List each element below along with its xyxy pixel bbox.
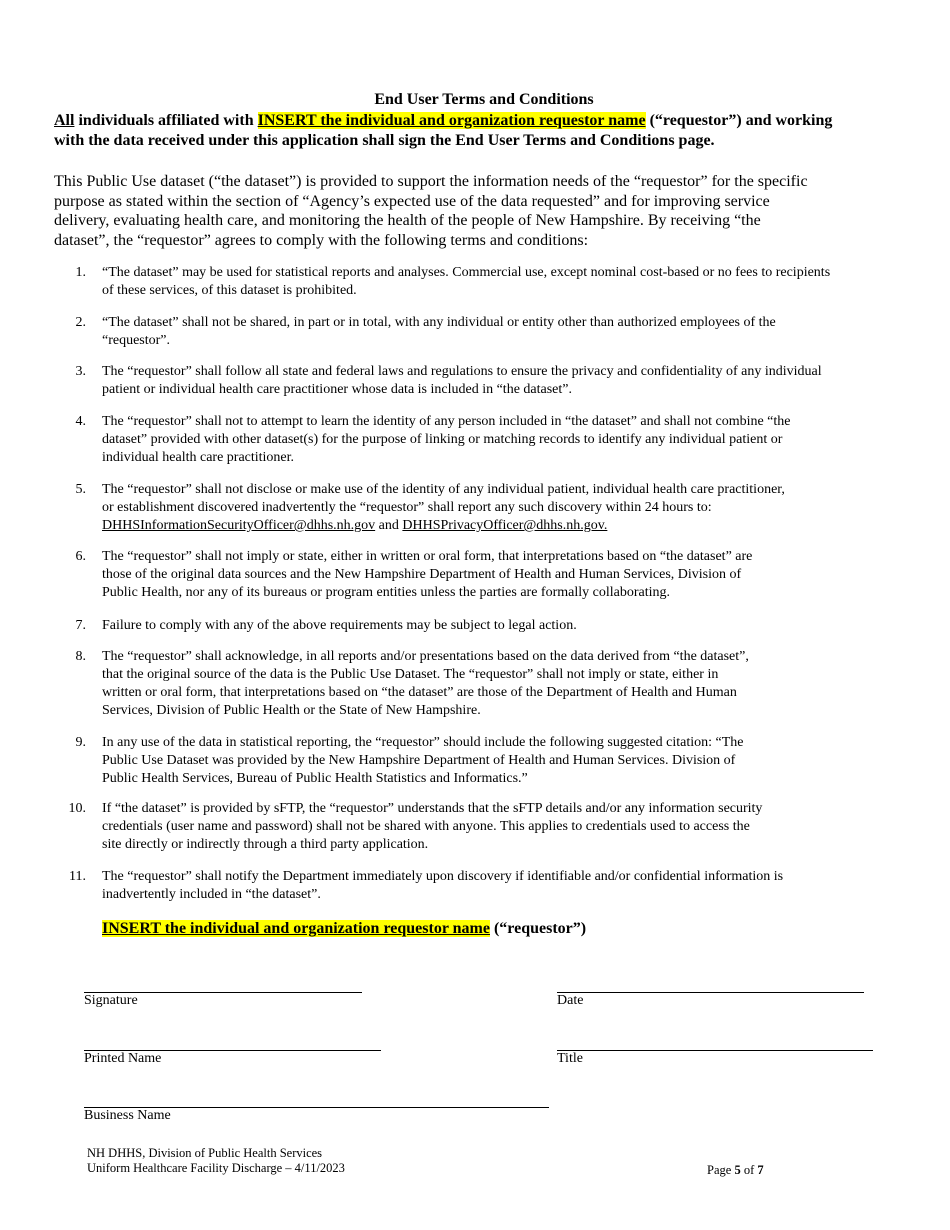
term-number: 1. <box>75 265 86 280</box>
title-line[interactable] <box>557 1050 873 1051</box>
term-number: 5. <box>75 482 86 497</box>
dataset-paragraph <box>54 172 884 250</box>
term-text: of these services, of this dataset is prohibited. <box>102 283 357 298</box>
page-of: of <box>740 1163 758 1177</box>
intro-all: All <box>54 112 75 129</box>
term-text: that the original source of the data is the Public Use Dataset. The “requestor” shall not imply or state, either in <box>102 667 719 682</box>
term-text: inadvertently included in “the dataset”. <box>102 887 321 902</box>
requestor-suffix: (“requestor”) <box>489 920 587 937</box>
requestor-name-placeholder[interactable]: INSERT the individual and organization requestor name <box>257 112 646 129</box>
paragraph-line: This Public Use dataset (“the dataset”) is provided to support the information needs of the “requestor” for the specific <box>54 173 808 190</box>
term-number: 7. <box>75 618 86 633</box>
term-text: The “requestor” shall not imply or state, either in written or oral form, that interpretations based on “the dataset” are <box>102 549 753 564</box>
term-text: The “requestor” shall not disclose or make use of the identity of any individual patient, individual health care practitioner, <box>102 482 785 497</box>
intro-part2: (“requestor”) and working <box>645 112 833 129</box>
date-line[interactable] <box>557 992 864 993</box>
footer-agency: NH DHHS, Division of Public Health Services <box>87 1146 323 1160</box>
term-text: written or oral form, that interpretations based on “the dataset” are those of the Department of Health and Human <box>102 685 737 700</box>
term-text: The “requestor” shall acknowledge, in all reports and/or presentations based on the data derived from “the dataset”, <box>102 649 749 664</box>
business-name-label: Business Name <box>84 1108 171 1123</box>
email-conjunction: and <box>375 518 403 533</box>
signature-requestor-header <box>102 920 586 938</box>
footer-document: Uniform Healthcare Facility Discharge – 4/11/2023 <box>87 1161 345 1175</box>
term-number: 11. <box>69 869 86 884</box>
term-text: dataset” provided with other dataset(s) for the purpose of linking or matching records to identify any individual patient or <box>102 432 783 447</box>
term-text: or establishment discovered inadvertently the “requestor” shall report any such discovery within 24 hours to: <box>102 500 712 515</box>
intro-line2: with the data received under this application shall sign the End User Terms and Conditions page. <box>54 132 715 149</box>
term-number: 4. <box>75 414 86 429</box>
intro-statement <box>54 111 904 151</box>
term-text: Services, Division of Public Health or the State of New Hampshire. <box>102 703 481 718</box>
paragraph-line: purpose as stated within the section of “Agency’s expected use of the data requested” and for improving service <box>54 192 770 210</box>
term-text: patient or individual health care practitioner whose data is included in “the dataset”. <box>102 382 572 397</box>
term-text: If “the dataset” is provided by sFTP, the “requestor” understands that the sFTP details and/or any information security <box>102 801 763 816</box>
term-number: 6. <box>75 549 86 564</box>
page-title: End User Terms and Conditions <box>374 91 594 108</box>
term-text: Public Health, nor any of its bureaus or program entities unless the parties are formally collaborating. <box>102 585 671 600</box>
term-number: 9. <box>75 735 86 750</box>
term-text: Public Use Dataset was provided by the New Hampshire Department of Health and Human Services. Division of <box>102 753 736 768</box>
page-prefix: Page <box>707 1163 735 1177</box>
term-text: Failure to comply with any of the above requirements may be subject to legal action. <box>102 618 577 633</box>
term-text: site directly or indirectly through a third party application. <box>102 837 429 852</box>
term-text: individual health care practitioner. <box>102 450 295 465</box>
page-number <box>707 1163 764 1178</box>
title-label: Title <box>557 1051 583 1066</box>
term-text: The “requestor” shall notify the Department immediately upon discovery if identifiable and/or confidential information is <box>102 869 784 884</box>
footer-left <box>87 1146 345 1176</box>
term-text: The “requestor” shall not to attempt to learn the identity of any person included in “the dataset” and shall not combine “the <box>102 414 791 429</box>
privacy-officer-email-link[interactable]: DHHSPrivacyOfficer@dhhs.nh.gov. <box>402 518 608 533</box>
security-officer-email-link[interactable]: DHHSInformationSecurityOfficer@dhhs.nh.gov <box>102 518 376 533</box>
requestor-name-placeholder-2[interactable]: INSERT the individual and organization requestor name <box>102 920 490 937</box>
paragraph-line: dataset”, the “requestor” agrees to comply with the following terms and conditions: <box>54 231 589 249</box>
date-label: Date <box>557 993 584 1008</box>
term-text: In any use of the data in statistical reporting, the “requestor” should include the following suggested citation: “The <box>102 735 744 750</box>
page-total: 7 <box>757 1163 764 1177</box>
term-text: credentials (user name and password) shall not be shared with anyone. This applies to credentials used to access the <box>102 819 750 834</box>
term-text: “The dataset” shall not be shared, in part or in total, with any individual or entity other than authorized employees of the <box>102 315 776 330</box>
term-text: Public Health Services, Bureau of Public Health Statistics and Informatics.” <box>102 771 528 786</box>
term-number: 8. <box>75 649 86 664</box>
paragraph-line: delivery, evaluating health care, and monitoring the health of the people of New Hampshire. By receiving “the <box>54 212 761 229</box>
term-number: 2. <box>75 315 86 330</box>
term-text: The “requestor” shall follow all state and federal laws and regulations to ensure the privacy and confidentiality of any individual <box>102 364 822 379</box>
printed-name-label: Printed Name <box>84 1051 162 1066</box>
term-text: “requestor”. <box>102 333 171 348</box>
page-current: 5 <box>734 1163 741 1177</box>
term-number: 10. <box>68 801 86 816</box>
term-text: “The dataset” may be used for statistical reports and analyses. Commercial use, except nominal cost-based or no fees to recipients <box>102 265 831 280</box>
term-text: those of the original data sources and the New Hampshire Department of Health and Human Services, Division of <box>102 567 742 582</box>
intro-part1: individuals affiliated with <box>74 112 258 129</box>
signature-label: Signature <box>84 993 138 1008</box>
term-number: 3. <box>75 364 86 379</box>
